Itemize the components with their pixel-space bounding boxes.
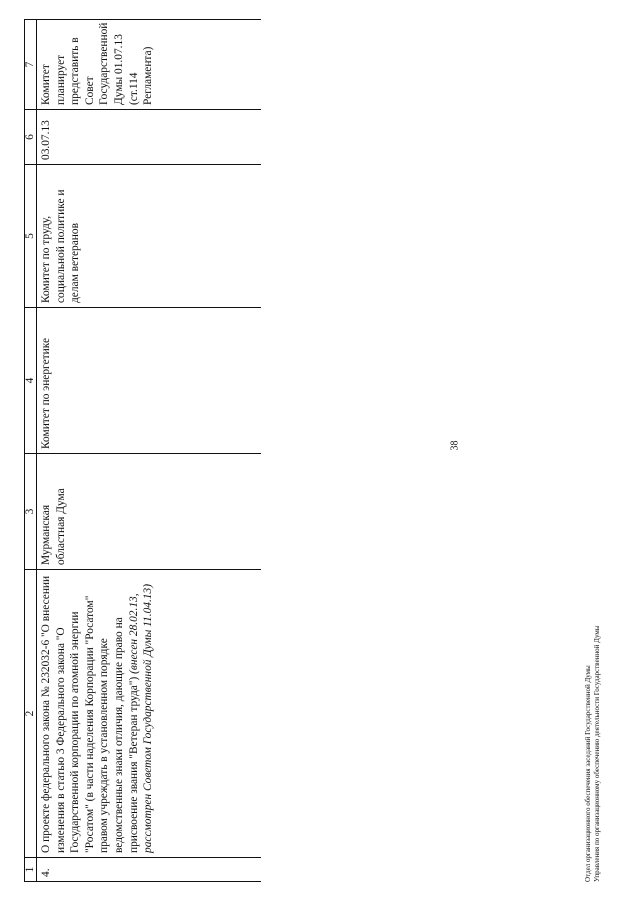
- footer: [584, 626, 602, 882]
- column-number-5: 5: [25, 165, 37, 308]
- coexecutor-committee-cell: Комитет по труду, социальной политике и делам ветеранов: [37, 165, 262, 308]
- footer-line-1: Отдел организационного обеспечения заседаний Государственной Думы: [584, 665, 592, 882]
- initiator-cell: Мурманская областная Дума: [37, 454, 262, 570]
- column-number-3: 3: [25, 454, 37, 570]
- bill-description-cell: [37, 570, 262, 858]
- bill-status-note: (внесен 28.02.13, рассмотрен Советом Государственной Думы 11.04.13): [127, 584, 155, 853]
- footer-line-2: Управления по организационному обеспечению деятельности Государственной Думы: [593, 625, 601, 882]
- date-cell: 03.07.13: [37, 110, 262, 165]
- page-number: 38: [449, 440, 461, 451]
- column-number-1: 1: [25, 858, 37, 882]
- column-number-4: 4: [25, 308, 37, 454]
- column-number-6: 6: [25, 110, 37, 165]
- column-number-7: 7: [25, 20, 37, 110]
- landscape-content: [24, 2, 624, 882]
- note-cell: Комитет планирует представить в Совет Государственной Думы 01.07.13 (ст.114 Регламента): [37, 20, 262, 110]
- responsible-committee-cell: Комитет по энергетике: [37, 308, 262, 454]
- bills-table: [24, 19, 261, 882]
- row-number: 4.: [37, 858, 262, 882]
- column-number-2: 2: [25, 570, 37, 858]
- column-number-row: [25, 20, 37, 882]
- bill-title: О проекте федерального закона № 232032-6 "О внесении изменения в статью 3 Федерального закона "О Государственной корпорации по атомной энергии "Росатом" (в части наделения Корпорации "Росатом" правом учреждать в установленном порядке ведомственные знаки отличия, дающие право на присвоение звания "Ветеран труда"): [40, 575, 140, 853]
- table-row: [37, 20, 262, 882]
